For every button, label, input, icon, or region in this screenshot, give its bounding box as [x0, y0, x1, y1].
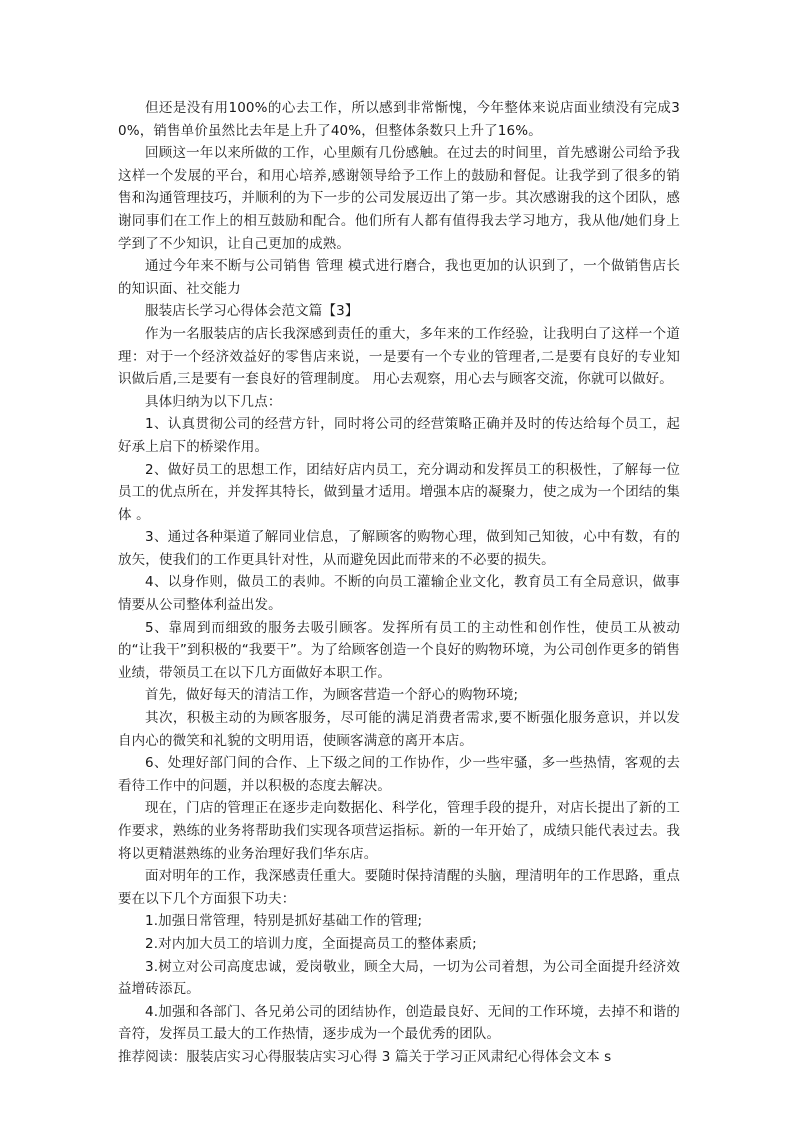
list-item: 4.加强和各部门、各兄弟公司的团结协作，创造最良好、无间的工作环境，去掉不和谐的音符，发挥员工最大的工作热情，逐步成为一个最优秀的团队。 [118, 1003, 680, 1043]
list-item: 1、认真贯彻公司的经营方针，同时将公司的经营策略正确并及时的传达给每个员工，起好承上启下的桥梁作用。 [118, 416, 680, 455]
paragraph: 但还是没有用100%的心去工作，所以感到非常惭愧，今年整体来说店面业绩没有完成30%，销售单价虽然比去年是上升了40%，但整体条数只上升了16%。 [118, 100, 680, 139]
paragraph: 作为一名服装店的店长我深感到责任的重大，多年来的工作经验，让我明白了这样一个道理：对于一个经济效益好的零售店来说，一是要有一个专业的管理者,二是要有良好的专业知识做后盾,三是要有一套良好的管理制度。 用心去观察，用心去与顾客交流，你就可以做好。 [118, 325, 680, 388]
paragraph: 首先，做好每天的清洁工作，为顾客营造一个舒心的购物环境; [145, 687, 519, 704]
paragraph: 面对明年的工作，我深感责任重大。要随时保持清醒的头脑，理清明年的工作思路，重点要在以下几个方面狠下功夫： [118, 868, 680, 907]
section-heading: 服装店长学习心得体会范文篇【3】 [145, 303, 359, 320]
paragraph: 通过今年来不断与公司销售 管理 模式进行磨合，我也更加的认识到了，一个做销售店长的知识面、社交能力 [118, 258, 680, 297]
list-item: 5、靠周到而细致的服务去吸引顾客。发挥所有员工的主动性和创作性，使员工从被动的“让我干”到积极的“我要干”。为了给顾客创造一个良好的购物环境，为公司创作更多的销售业绩，带领员工在以下几方面做好本职工作。 [118, 619, 680, 681]
list-item: 4、以身作则，做员工的表帅。不断的向员工灌输企业文化，教育员工有全局意识，做事情要从公司整体利益出发。 [118, 574, 680, 614]
list-item: 3、通过各种渠道了解同业信息，了解顾客的购物心理，做到知己知彼，心中有数，有的放矢，使我们的工作更具针对性，从而避免因此而带来的不必要的损失。 [118, 529, 680, 568]
document-body [118, 97, 680, 1069]
list-item: 1.加强日常管理，特别是抓好基础工作的管理; [145, 913, 423, 930]
list-item: 6、处理好部门间的合作、上下级之间的工作协作，少一些牢骚，多一些热情，客观的去看待工作中的问题，并以积极的态度去解决。 [118, 755, 680, 794]
recommended-reading: 推荐阅读：服装店实习心得服装店实习心得 3 篇关于学习正风肃纪心得体会文本 s [118, 1048, 612, 1065]
list-item: 2.对内加大员工的培训力度，全面提高员工的整体素质; [145, 935, 477, 952]
paragraph: 现在，门店的管理正在逐步走向数据化、科学化，管理手段的提升，对店长提出了新的工作要求，熟练的业务将帮助我们实现各项营运指标。新的一年开始了，成绩只能代表过去。我将以更精湛熟练的业务治理好我们华东店。 [118, 800, 680, 862]
paragraph: 其次，积极主动的为顾客服务，尽可能的满足消费者需求,要不断强化服务意识，并以发自内心的微笑和礼貌的文明用语，使顾客满意的离开本店。 [118, 710, 680, 749]
list-item: 3.树立对公司高度忠诚，爱岗敬业，顾全大局，一切为公司着想，为公司全面提升经济效益增砖添瓦。 [118, 958, 680, 998]
list-item: 2、做好员工的思想工作，团结好店内员工，充分调动和发挥员工的积极性，了解每一位员工的优点所在，并发挥其特长，做到量才适用。增强本店的凝聚力，使之成为一个团结的集体 。 [118, 461, 680, 523]
paragraph: 具体归纳为以下几点： [145, 393, 282, 410]
paragraph: 回顾这一年以来所做的工作，心里颇有几份感触。在过去的时间里，首先感谢公司给予我这样一个发展的平台，和用心培养,感谢领导给予工作上的鼓励和督促。让我学到了很多的销售和沟通管理技巧，并顺利的为下一步的公司发展迈出了第一步。其次感谢我的这个团队，感谢同事们在工作上的相互鼓励和配合。他们所有人都有值得我去学习地方，我从他/她们身上学到了不少知识，让自己更加的成熟。 [118, 145, 680, 252]
